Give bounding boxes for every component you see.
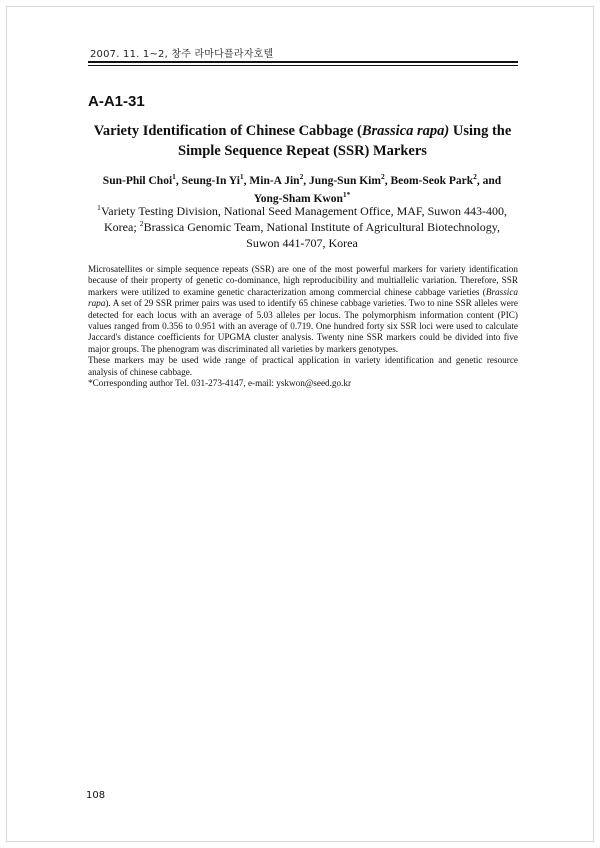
page-number: 108 [86, 790, 106, 801]
abstract-paragraph: These markers may be used wide range of practical application in variety identification and genetic resource analysis of chinese cabbage. [88, 355, 518, 377]
affiliation-text: Variety Testing Division, National Seed Management Office, MAF, Suwon 443-400, Korea; [100, 204, 507, 234]
author: Beom-Seok Park$^2$, and [390, 172, 502, 187]
corresponding-author: *Corresponding author Tel. 031-273-4147, e-mail: yskwon@seed.go.kr [88, 378, 352, 389]
header-rule [88, 61, 518, 66]
affiliation-number: 2 [139, 219, 144, 228]
abstract-species: Brassica rapa [88, 286, 518, 309]
title-pre: Variety Identification of Chinese Cabbage ( [93, 123, 362, 139]
author: Yong-Sham Kwon$^{1*}$ [253, 190, 351, 205]
abstract-paragraph: Microsatellites or simple sequence repeats (SSR) are one of the most powerful markers for variety identification because of their property of genetic co-dominance, high reproducibility and multiallelic variation. Therefore, SSR markers were utilized to examine genetic characterization among commercial chinese cabbage varieties (Brassica rapa). A set of 29 SSR primer pairs was used to identify 65 chinese cabbage varieties. Two to nine SSR alleles were detected for each locus with an average of 5.03 alleles per locus. The polymorphism information content (PIC) values ranged from 0.356 to 0.951 with an average of 0.719. One hundred forty six SSR loci were used to calculate Jaccard's distance coefficients for UPGMA cluster analysis. Twenty nine SSR markers could be divided into five major groups. The phenogram was discriminated all varieties by markers genotypes. [88, 264, 518, 354]
affiliations [86, 203, 518, 251]
abstract [88, 264, 518, 389]
author: Seung-In Yi$^1$, [181, 172, 250, 187]
title-post: Using the Simple Sequence Repeat (SSR) Markers [178, 123, 512, 159]
paper-title [80, 121, 525, 161]
author: Min-A Jin$^2$, [249, 172, 310, 187]
affiliation-text: Brassica Genomic Team, National Institute of Agricultural Biotechnology, Suwon 441-707, Korea [143, 220, 500, 250]
author: Jung-Sun Kim$^2$, [309, 172, 391, 187]
author: Sun-Phil Choi$^1$, [102, 172, 182, 187]
affiliation-number: 1 [97, 203, 101, 212]
paper-code: A-A1-31 [88, 93, 145, 110]
title-species: Brassica rapa) [361, 123, 450, 139]
running-header: 2007. 11. 1~2, 창주 라마다플라자호텔 [90, 49, 274, 60]
